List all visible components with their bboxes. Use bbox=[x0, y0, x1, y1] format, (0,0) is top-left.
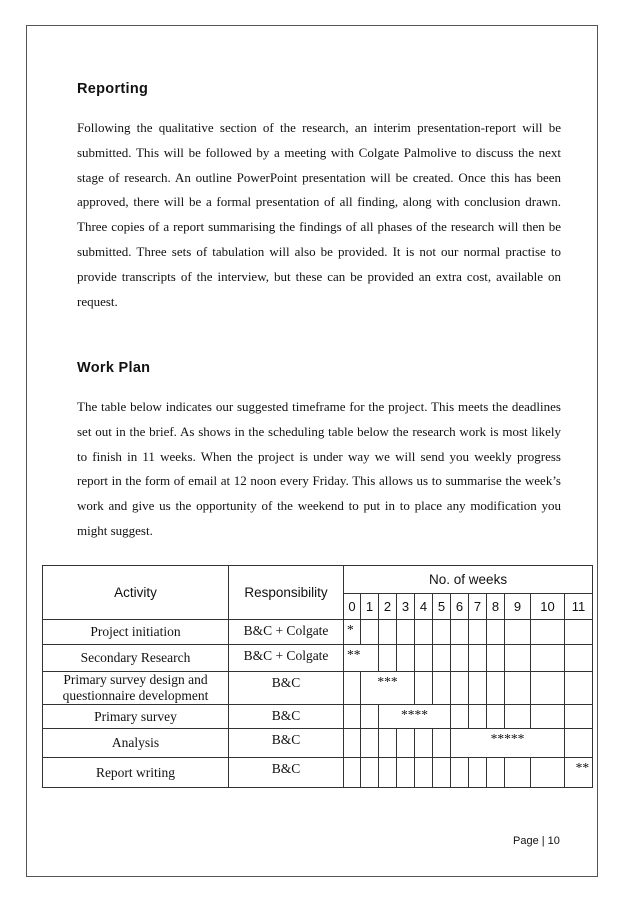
schedule-table bbox=[42, 565, 593, 788]
schedule-stars: ***** bbox=[451, 729, 565, 758]
week-cell bbox=[469, 705, 487, 729]
schedule-stars: *** bbox=[361, 672, 415, 705]
table-row bbox=[43, 645, 593, 672]
responsibility-cell: B&C bbox=[229, 705, 344, 729]
schedule-stars: ** bbox=[565, 758, 593, 788]
week-cell bbox=[379, 620, 397, 645]
week-cell bbox=[415, 758, 433, 788]
week-cell bbox=[531, 672, 565, 705]
week-number: 9 bbox=[505, 594, 531, 620]
reporting-heading: Reporting bbox=[77, 81, 149, 97]
week-cell bbox=[379, 758, 397, 788]
activity-cell: Project initiation bbox=[43, 620, 229, 645]
page-number: Page | 10 bbox=[513, 835, 560, 847]
schedule-body bbox=[43, 620, 593, 788]
week-cell bbox=[415, 620, 433, 645]
week-cell bbox=[451, 645, 469, 672]
week-cell bbox=[469, 620, 487, 645]
week-cell bbox=[415, 672, 433, 705]
responsibility-cell: B&C bbox=[229, 729, 344, 758]
week-number: 8 bbox=[487, 594, 505, 620]
work-plan-paragraph: The table below indicates our suggested timeframe for the project. This meets the deadlines set out in the brief. As shows in the scheduling table below the research work is most likely to finish in 11 weeks. When the project is under way we will send you weekly progress report in the form of email at 12 noon every Friday. This allows us to summarise the week’s work and give us the opportunity of the weekend to put in to place any modification you might suggest. bbox=[77, 399, 561, 538]
activity-cell: Analysis bbox=[43, 729, 229, 758]
table-row bbox=[43, 705, 593, 729]
week-cell bbox=[469, 672, 487, 705]
week-cell bbox=[415, 645, 433, 672]
week-cell bbox=[451, 705, 469, 729]
week-cell bbox=[361, 729, 379, 758]
schedule-stars: **** bbox=[379, 705, 451, 729]
activity-header: Activity bbox=[43, 566, 229, 620]
week-cell bbox=[451, 758, 469, 788]
week-cell bbox=[487, 758, 505, 788]
week-cell bbox=[451, 672, 469, 705]
week-cell bbox=[505, 672, 531, 705]
week-number: 11 bbox=[565, 594, 593, 620]
week-cell bbox=[487, 705, 505, 729]
activity-cell: Report writing bbox=[43, 758, 229, 788]
week-cell bbox=[433, 758, 451, 788]
week-cell bbox=[344, 729, 361, 758]
week-cell bbox=[433, 729, 451, 758]
week-cell bbox=[415, 729, 433, 758]
week-cell bbox=[487, 620, 505, 645]
week-cell bbox=[487, 672, 505, 705]
schedule-stars: ** bbox=[344, 645, 379, 672]
weeks-header: No. of weeks bbox=[344, 566, 593, 594]
week-cell bbox=[433, 672, 451, 705]
table-row bbox=[43, 620, 593, 645]
week-cell bbox=[433, 645, 451, 672]
week-cell bbox=[451, 620, 469, 645]
week-cell bbox=[469, 758, 487, 788]
week-cell bbox=[565, 705, 593, 729]
week-cell bbox=[565, 620, 593, 645]
week-cell bbox=[379, 729, 397, 758]
week-cell bbox=[531, 758, 565, 788]
table-row bbox=[43, 729, 593, 758]
week-cell bbox=[531, 645, 565, 672]
week-cell bbox=[565, 645, 593, 672]
week-cell bbox=[361, 705, 379, 729]
week-cell bbox=[397, 645, 415, 672]
week-cell bbox=[344, 758, 361, 788]
table-row bbox=[43, 758, 593, 788]
week-cell bbox=[344, 672, 361, 705]
responsibility-cell: B&C bbox=[229, 672, 344, 705]
week-number: 4 bbox=[415, 594, 433, 620]
week-cell bbox=[397, 758, 415, 788]
week-cell bbox=[505, 620, 531, 645]
responsibility-header: Responsibility bbox=[229, 566, 344, 620]
week-number: 2 bbox=[379, 594, 397, 620]
week-number: 0 bbox=[344, 594, 361, 620]
week-number: 1 bbox=[361, 594, 379, 620]
week-cell bbox=[565, 729, 593, 758]
week-cell bbox=[397, 729, 415, 758]
week-cell bbox=[361, 620, 379, 645]
work-plan-heading: Work Plan bbox=[77, 360, 151, 376]
week-number: 7 bbox=[469, 594, 487, 620]
week-cell bbox=[565, 672, 593, 705]
week-number: 5 bbox=[433, 594, 451, 620]
activity-cell: Secondary Research bbox=[43, 645, 229, 672]
week-cell bbox=[433, 620, 451, 645]
week-number: 10 bbox=[531, 594, 565, 620]
reporting-paragraph: Following the qualitative section of the research, an interim presentation-report will be submitted. This will be followed by a meeting with Colgate Palmolive to discuss the next stage of research. An outline PowerPoint presentation will be created. Once this has been approved, there will be a formal presentation of all finding, along with conclusion drawn. Three copies of a report summarising the findings of all phases of the research will then be submitted. Three sets of tabulation will also be provided. It is not our normal practise to provide transcripts of the interview, but these can be provided an extra cost, available on request. bbox=[77, 120, 561, 309]
week-number: 3 bbox=[397, 594, 415, 620]
week-cell bbox=[531, 705, 565, 729]
schedule-stars: * bbox=[344, 620, 361, 645]
week-cell bbox=[379, 645, 397, 672]
activity-cell: Primary survey bbox=[43, 705, 229, 729]
table-row bbox=[43, 672, 593, 705]
week-cell bbox=[397, 620, 415, 645]
responsibility-cell: B&C bbox=[229, 758, 344, 788]
week-cell bbox=[344, 705, 361, 729]
week-cell bbox=[487, 645, 505, 672]
responsibility-cell: B&C + Colgate bbox=[229, 620, 344, 645]
week-number: 6 bbox=[451, 594, 469, 620]
activity-cell: Primary survey design and questionnaire development bbox=[43, 672, 229, 705]
week-cell bbox=[469, 645, 487, 672]
week-cell bbox=[531, 620, 565, 645]
week-cell bbox=[505, 705, 531, 729]
week-cell bbox=[505, 758, 531, 788]
week-cell bbox=[361, 758, 379, 788]
week-cell bbox=[505, 645, 531, 672]
responsibility-cell: B&C + Colgate bbox=[229, 645, 344, 672]
